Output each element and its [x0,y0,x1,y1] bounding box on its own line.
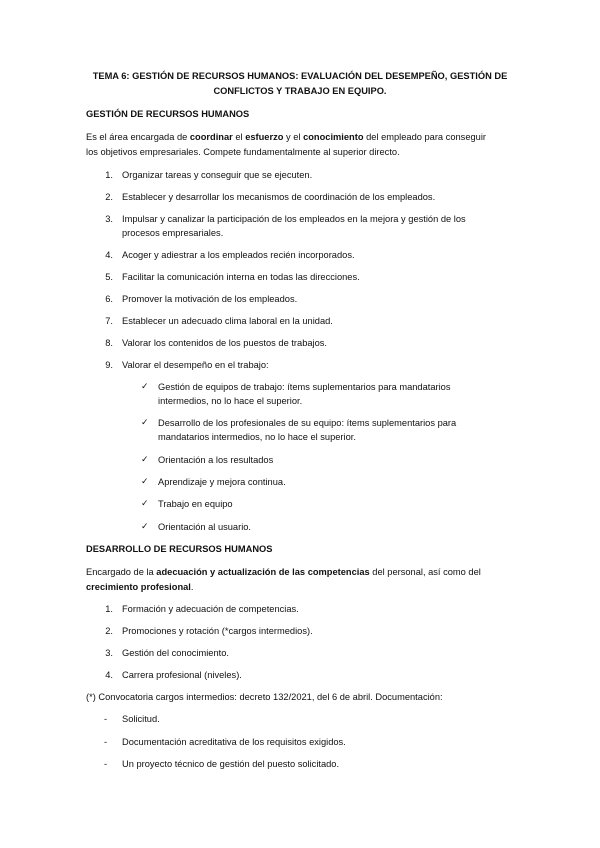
check-icon: ✓ [141,455,149,465]
list-number: 6. [105,294,113,304]
section-heading-desarrollo: DESARROLLO DE RECURSOS HUMANOS [86,544,273,554]
list-number: 2. [105,192,113,202]
list-number: 4. [105,250,113,260]
list-number: 9. [105,360,113,370]
dash-item: Documentación acreditativa de los requisitos exigidos. [122,737,346,747]
check-item-continuation: intermedios, no lo hace el superior. [158,396,303,406]
list-item: Organizar tareas y conseguir que se ejecuten. [122,170,313,180]
list-number: 7. [105,316,113,326]
list-number: 3. [105,648,113,658]
list-number: 4. [105,670,113,680]
intro-paragraph-line1: Encargado de la adecuación y actualización de las competencias del personal, así como del [86,567,481,577]
list-item: Facilitar la comunicación interna en todas las direcciones. [122,272,360,282]
list-item-continuation: procesos empresariales. [122,228,224,238]
dash-item: Un proyecto técnico de gestión del puesto solicitado. [122,759,340,769]
list-item: Establecer un adecuado clima laboral en la unidad. [122,316,333,326]
check-icon: ✓ [141,522,149,532]
list-number: 2. [105,626,113,636]
list-item: Carrera profesional (niveles). [122,670,242,680]
list-item: Promociones y rotación (*cargos intermedios). [122,626,313,636]
dash-marker: - [104,759,108,769]
intro-paragraph-line2: crecimiento profesional. [86,582,194,592]
list-item: Valorar los contenidos de los puestos de trabajos. [122,338,327,348]
check-item-continuation: mandatarios intermedios, no lo hace el superior. [158,432,356,442]
check-item: Trabajo en equipo [158,499,233,509]
check-icon: ✓ [141,499,149,509]
intro-paragraph-line1: Es el área encargada de coordinar el esfuerzo y el conocimiento del empleado para conseguir [86,132,486,142]
list-item: Promover la motivación de los empleados. [122,294,298,304]
list-number: 5. [105,272,113,282]
list-item: Gestión del conocimiento. [122,648,229,658]
list-item: Impulsar y canalizar la participación de los empleados en la mejora y gestión de los [122,214,466,224]
intro-paragraph-line2: los objetivos empresariales. Compete fundamentalmente al superior directo. [86,147,400,157]
list-item: Establecer y desarrollar los mecanismos de coordinación de los empleados. [122,192,436,202]
document-title: TEMA 6: GESTIÓN DE RECURSOS HUMANOS: EVALUACIÓN DEL DESEMPEÑO, GESTIÓN DE CONFLICTOS Y TRABAJO EN EQUIPO. [92,71,508,96]
list-number: 3. [105,214,113,224]
list-item: Valorar el desempeño en el trabajo: [122,360,269,370]
dash-marker: - [104,714,108,724]
footnote: (*) Convocatoria cargos intermedios: decreto 132/2021, del 6 de abril. Documentación: [86,692,443,702]
check-item: Orientación al usuario. [158,522,252,532]
list-number: 8. [105,338,113,348]
check-icon: ✓ [141,382,149,392]
section-heading-gestion: GESTIÓN DE RECURSOS HUMANOS [86,109,250,119]
list-item: Formación y adecuación de competencias. [122,604,299,614]
check-item: Orientación a los resultados [158,455,274,465]
dash-item: Solicitud. [122,714,160,724]
check-icon: ✓ [141,477,149,487]
check-item: Desarrollo de los profesionales de su equipo: ítems suplementarios para [158,418,457,428]
check-icon: ✓ [141,418,149,428]
check-item: Gestión de equipos de trabajo: ítems suplementarios para mandatarios [158,382,451,392]
list-number: 1. [105,170,113,180]
check-item: Aprendizaje y mejora continua. [158,477,286,487]
list-item: Acoger y adiestrar a los empleados recién incorporados. [122,250,355,260]
dash-marker: - [104,737,108,747]
list-number: 1. [105,604,113,614]
